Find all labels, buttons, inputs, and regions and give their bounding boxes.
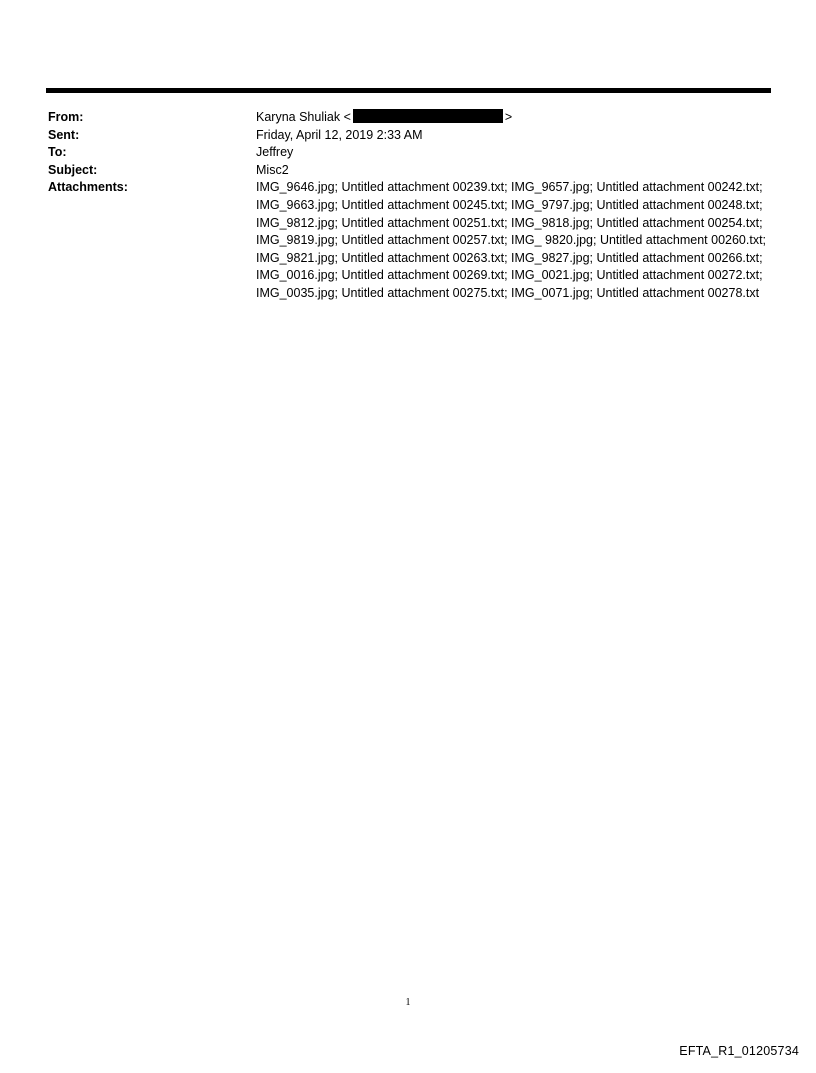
sender-name: Karyna Shuliak (256, 110, 341, 124)
sender-email-open: < (343, 110, 351, 124)
sent-value: Friday, April 12, 2019 2:33 AM (256, 127, 423, 142)
page-number: 1 (405, 997, 411, 1008)
subject-label: Subject: (48, 162, 98, 177)
attachments-list: IMG_9646.jpg; Untitled attachment 00239.txt; IMG_9657.jpg; Untitled attachment 00242.txt; IMG_9663.jpg; Untitled attachment 00245.txt; IMG_9797.jpg; Untitled attachment 00248.txt; IMG_9812.jpg; Untitled attachment 00251.txt; IMG_9818.jpg; Untitled attachment 00254.txt; IMG_9819.jpg; Untitled attachment 00257.txt; IMG_ 9820.jpg; Untitled attachment 00260.txt; IMG_9821.jpg; Untitled attachment 00263.txt; IMG_9827.jpg; Untitled attachment 00266.txt; IMG_0016.jpg; Untitled attachment 00269.txt; IMG_0021.jpg; Untitled attachment 00272.txt; IMG_0035.jpg; Untitled attachment 00275.txt; IMG_0071.jpg; Untitled attachment 00278.txt (256, 180, 767, 300)
attachments-label: Attachments: (48, 180, 128, 195)
from-value (256, 109, 772, 127)
redaction-block (353, 109, 503, 123)
sent-label: Sent: (48, 127, 80, 142)
to-label: To: (48, 145, 67, 160)
sender-email-close: > (504, 110, 513, 124)
sent-row (48, 127, 772, 145)
header-divider (46, 88, 771, 93)
attachments-row (48, 179, 772, 302)
to-value: Jeffrey (256, 145, 294, 160)
to-row (48, 144, 772, 162)
subject-row (48, 162, 772, 180)
subject-value: Misc2 (256, 162, 289, 177)
from-row (48, 109, 772, 127)
from-label: From: (48, 110, 84, 124)
document-id: EFTA_R1_01205734 (679, 1044, 799, 1058)
email-header (48, 109, 772, 303)
